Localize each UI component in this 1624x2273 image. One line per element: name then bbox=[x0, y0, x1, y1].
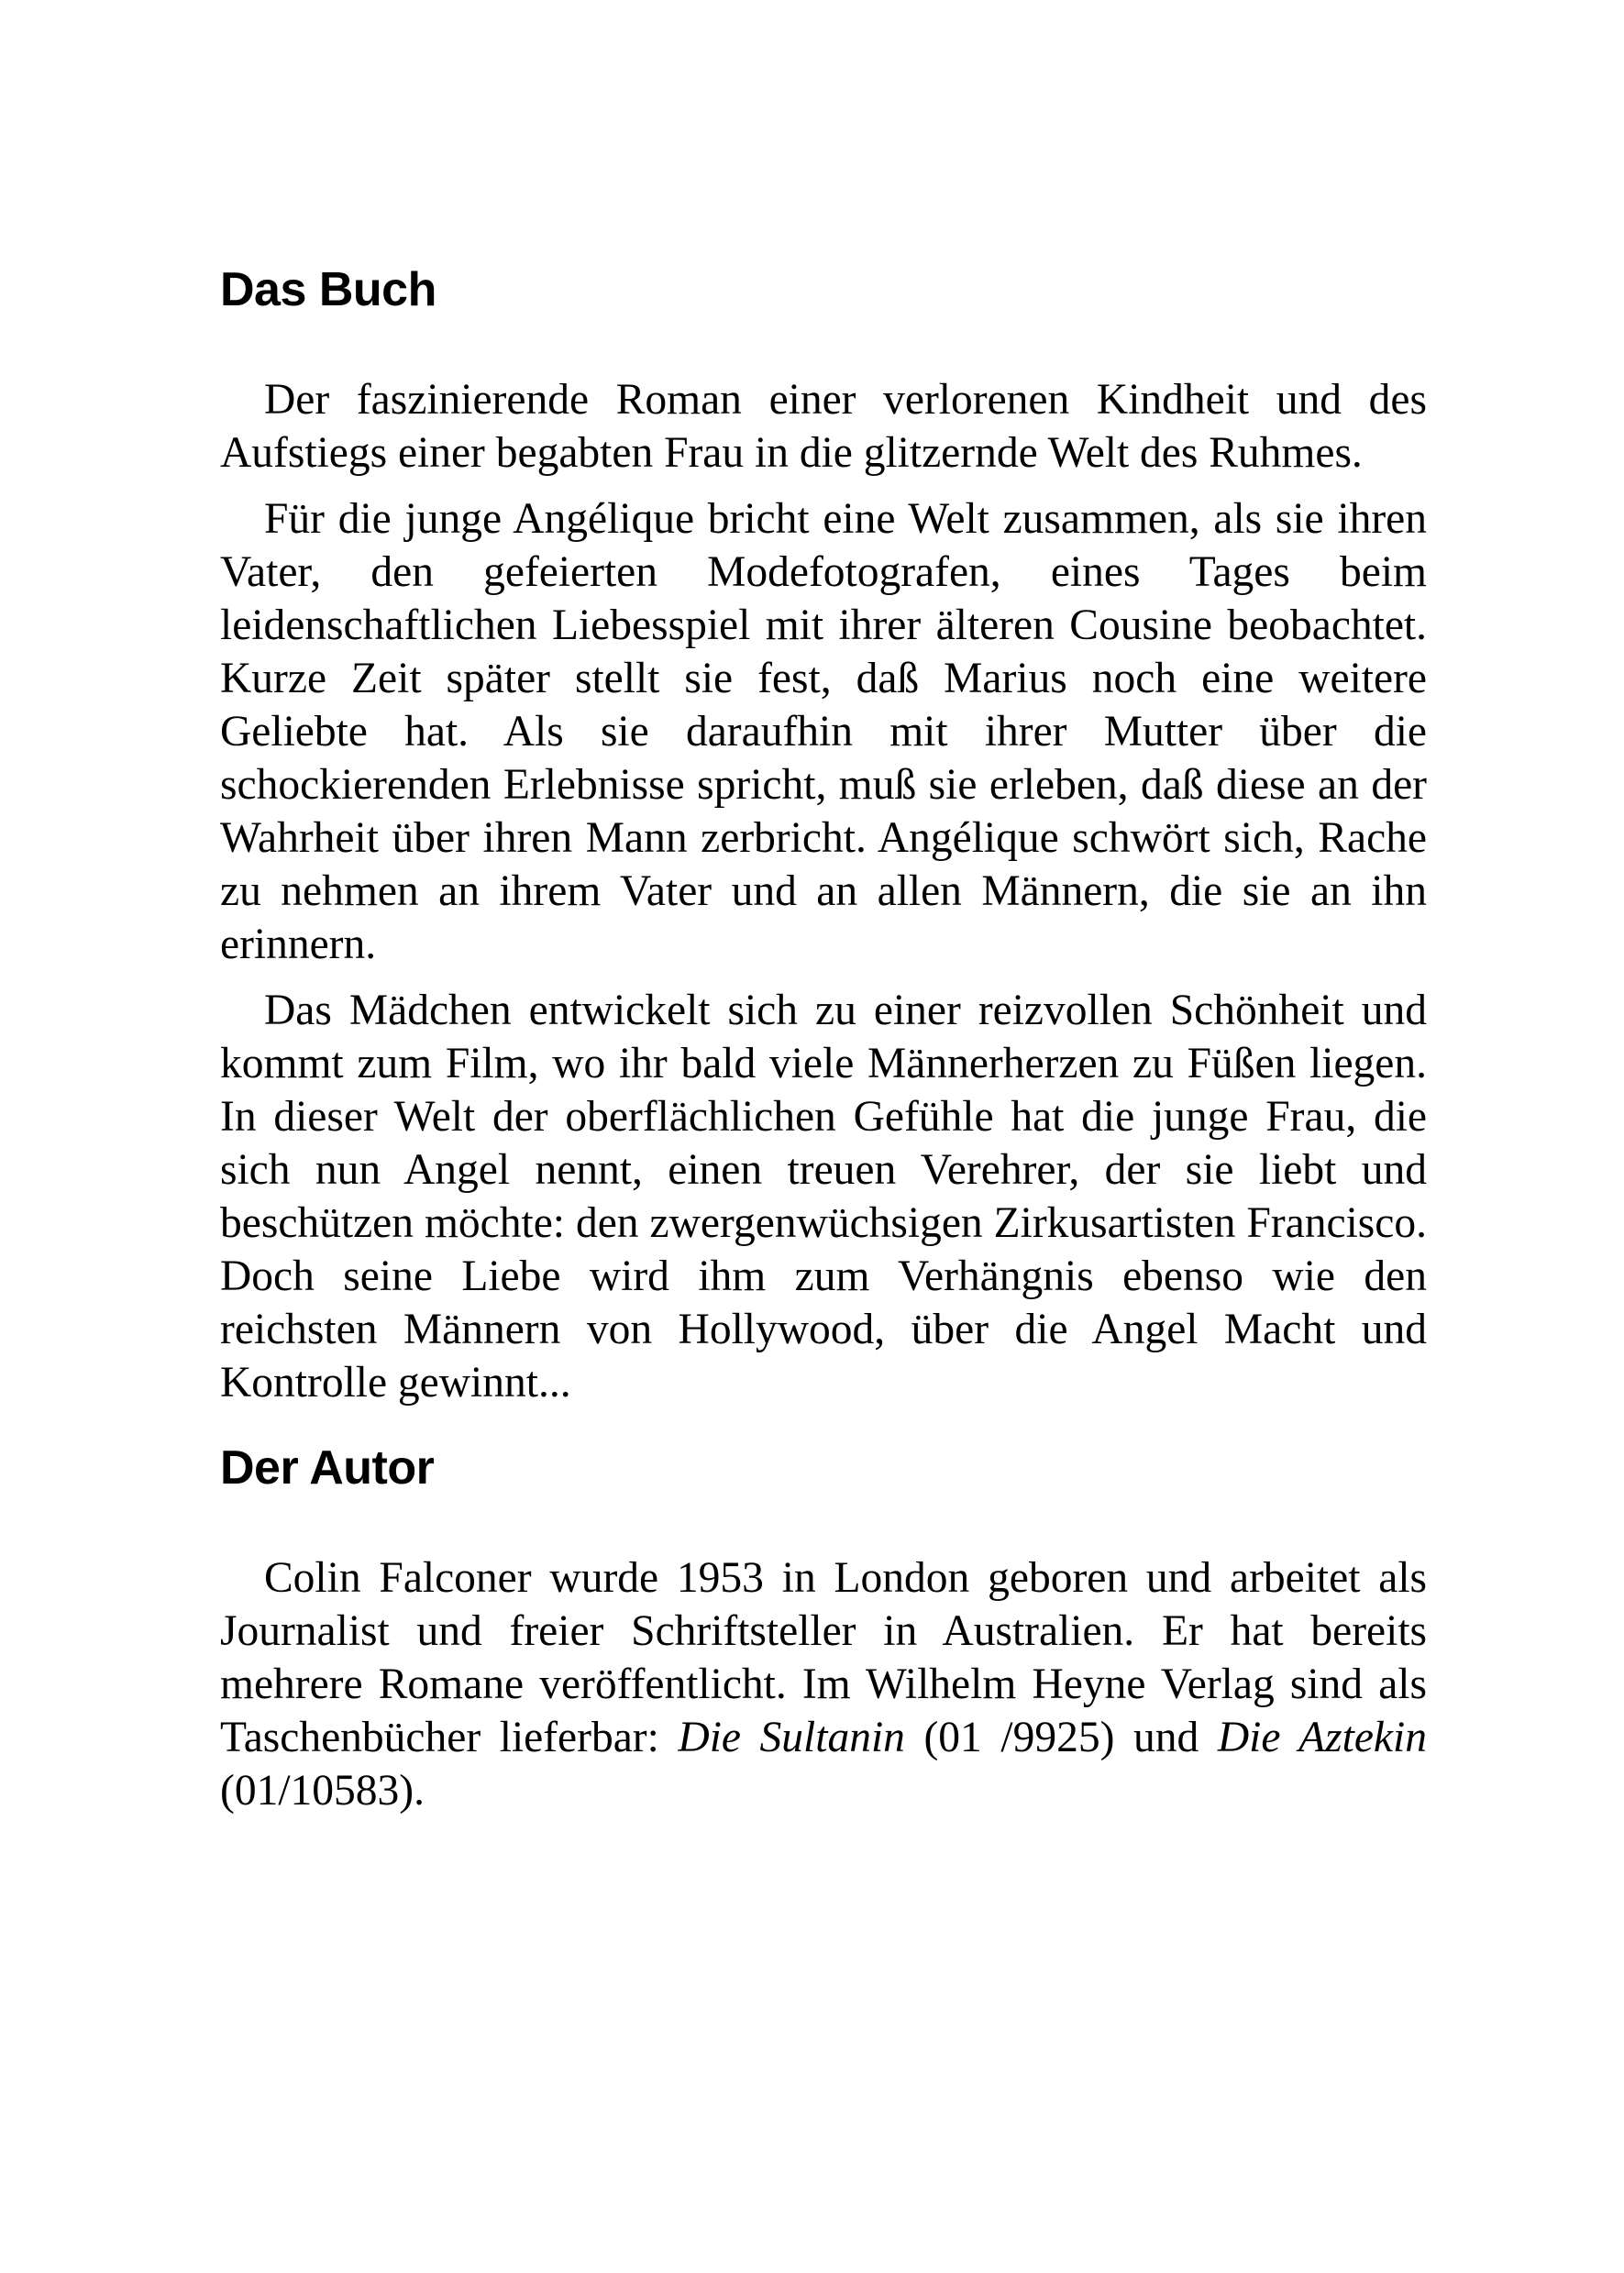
section-der-autor bbox=[220, 1442, 1427, 1817]
book-title-sultanin: Die Sultanin bbox=[678, 1714, 905, 1762]
heading-der-autor: Der Autor bbox=[220, 1441, 435, 1495]
paragraph-film: Das Mädchen entwickelt sich zu einer reizvollen Schönheit und kommt zum Film, wo ihr bald viele Männerherzen zu Füßen liegen. In dieser Welt der oberflächlichen Gefühle hat die junge Frau, die sich nun Angel nennt, einen treuen Verehrer, der sie liebt und beschützen möchte: den zwergenwüchsigen Zirkusartisten Francisco. Doch seine Liebe wird ihm zum Verhängnis ebenso wie den reichsten Männern von Hollywood, über die Angel Macht und Kontrolle gewinnt... bbox=[220, 987, 1427, 1407]
heading-das-buch: Das Buch bbox=[220, 263, 436, 316]
document-page bbox=[220, 264, 1427, 1830]
book-title-aztekin: Die Aztekin bbox=[1217, 1714, 1427, 1762]
paragraph-angelique: Für die junge Angélique bricht eine Welt zusammen, als sie ihren Vater, den gefeierten Modefotografen, eines Tages beim leidenschaftlichen Liebesspiel mit ihrer älteren Cousine beobachtet. Kurze Zeit später stellt sie fest, daß Marius noch eine weitere Geliebte hat. Als sie daraufhin mit ihrer Mutter über die schockierenden Erlebnisse spricht, muß sie erleben, daß diese an der Wahrheit über ihren Mann zerbricht. Angélique schwört sich, Rache zu nehmen an ihrem Vater und an allen Männern, die sie an ihn erinnern. bbox=[220, 495, 1427, 969]
section-das-buch bbox=[220, 264, 1427, 1409]
author-bio-text-middle: (01 /9925) und bbox=[904, 1714, 1218, 1762]
author-bio-text-end: (01/10583). bbox=[220, 1767, 425, 1815]
das-buch-body bbox=[220, 373, 1427, 1409]
paragraph-intro: Der faszinierende Roman einer verlorenen Kindheit und des Aufstiegs einer begabten Frau in die glitzernde Welt des Ruhmes. bbox=[220, 376, 1427, 478]
der-autor-body bbox=[220, 1551, 1427, 1817]
author-bio-text: Colin Falconer wurde 1953 in London geboren und arbeitet als Journalist und freier Schriftsteller in Australien. Er hat bereits mehrere Romane veröffentlicht. Im Wilhelm Heyne Verlag sind als Taschenbücher lieferbar: bbox=[220, 1554, 1427, 1762]
paragraph-author-bio bbox=[220, 1551, 1427, 1817]
